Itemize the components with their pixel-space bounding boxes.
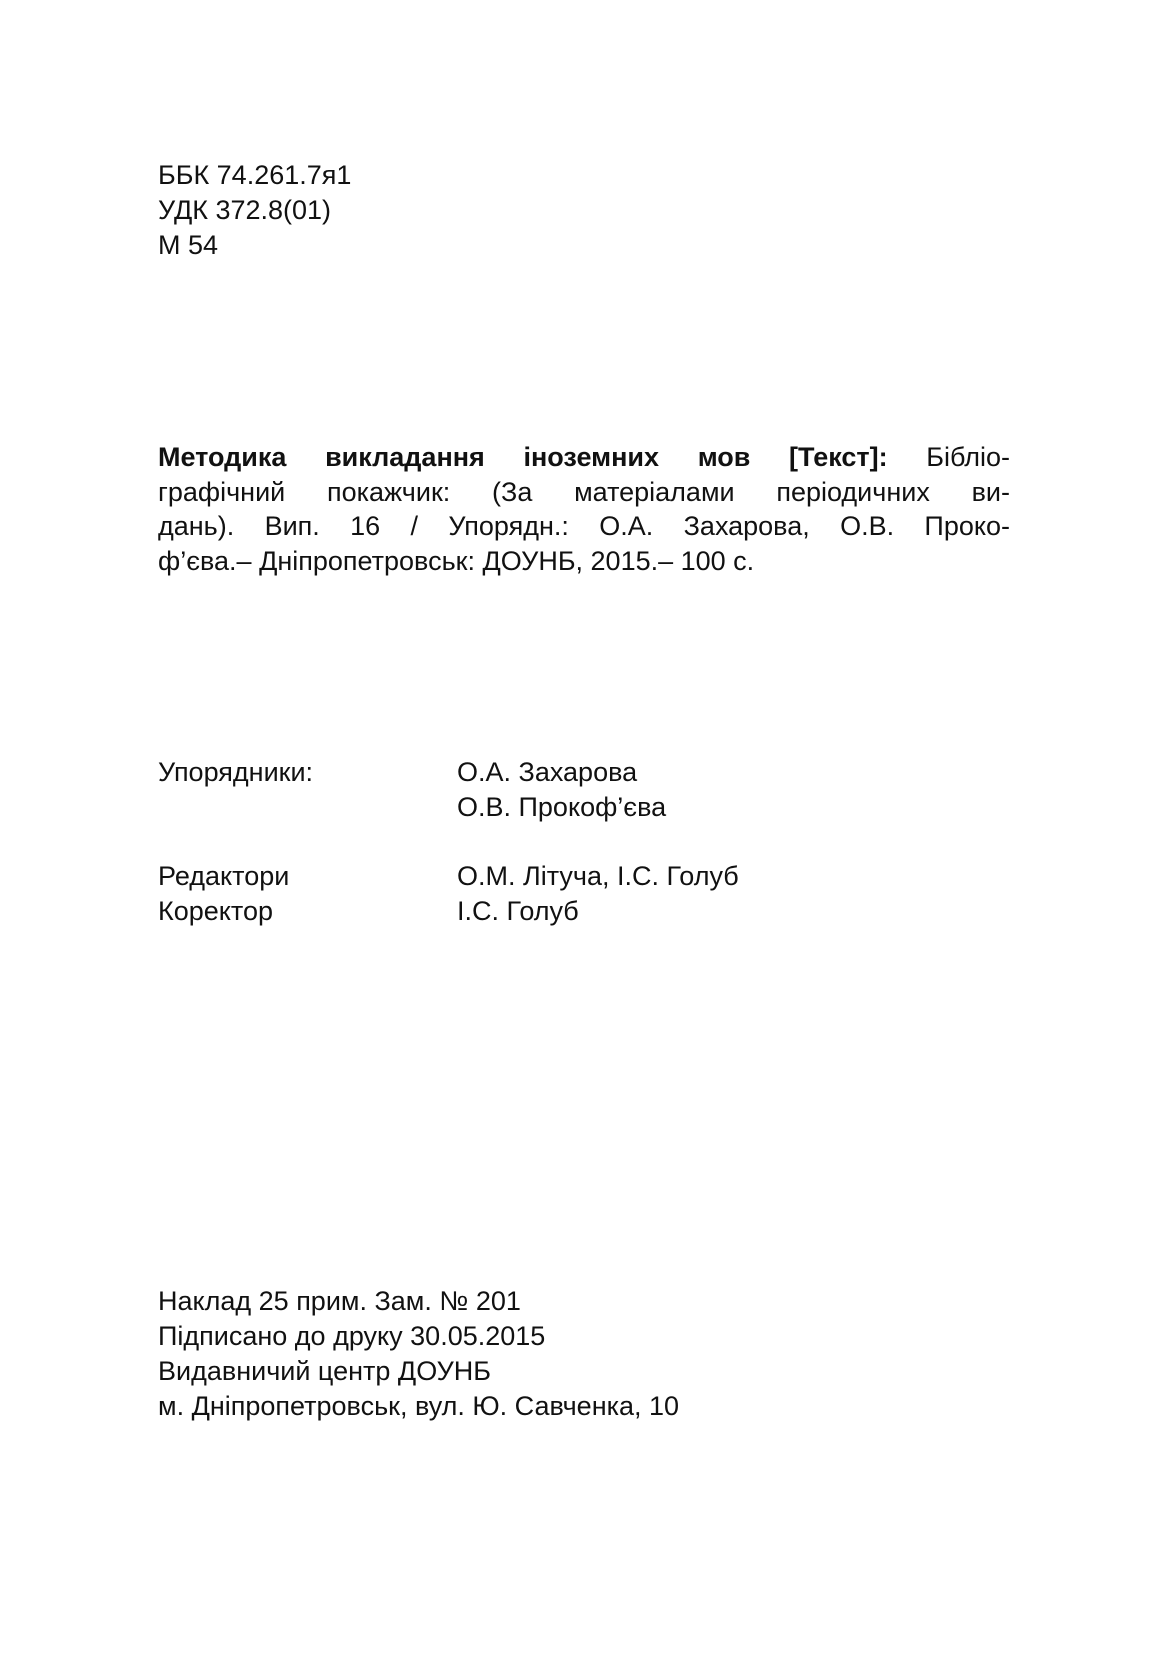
- bbk-code: ББК 74.261.7я1: [158, 160, 352, 190]
- bibliographic-record: [158, 440, 1010, 578]
- proofreader-name: І.С. Голуб: [457, 896, 579, 926]
- bib-line-3: дань). Вип. 16 / Упорядн.: О.А. Захарова, О.В. Проко-: [158, 511, 1010, 541]
- compilers-label: Упорядники:: [158, 757, 314, 787]
- udk-code: УДК 372.8(01): [158, 195, 332, 225]
- bib-line-1-rest: Бібліо-: [926, 442, 1010, 472]
- bib-line-4: ф’єва.– Дніпропетровськ: ДОУНБ, 2015.– 100 с.: [158, 545, 755, 576]
- print-run: Наклад 25 прим. Зам. № 201: [158, 1286, 521, 1316]
- author-mark: М 54: [158, 230, 219, 260]
- compiler-2: О.В. Прокоф’єва: [457, 792, 667, 822]
- compiler-1: О.А. Захарова: [457, 757, 638, 787]
- proofreader-row: [158, 894, 958, 929]
- bib-line-1: [158, 440, 1010, 475]
- publisher: Видавничий центр ДОУНБ: [158, 1356, 491, 1386]
- imprint-block: [158, 1284, 679, 1424]
- publisher-address: м. Дніпропетровськ, вул. Ю. Савченка, 10: [158, 1391, 680, 1421]
- bib-title: Методика викладання іноземних мов [Текст]:: [158, 442, 888, 472]
- bib-line-2: графічний покажчик: (За матеріалами періодичних ви-: [158, 476, 1010, 507]
- classification-block: [158, 158, 351, 263]
- proofreader-label: Коректор: [158, 896, 273, 926]
- compilers-row: [158, 755, 958, 790]
- compilers-row-2: [158, 790, 958, 825]
- editors-row: [158, 859, 958, 894]
- credits-block: [158, 755, 958, 929]
- editors-label: Редактори: [158, 861, 290, 891]
- signed-date: Підписано до друку 30.05.2015: [158, 1321, 546, 1351]
- editors-names: О.М. Літуча, І.С. Голуб: [457, 861, 739, 891]
